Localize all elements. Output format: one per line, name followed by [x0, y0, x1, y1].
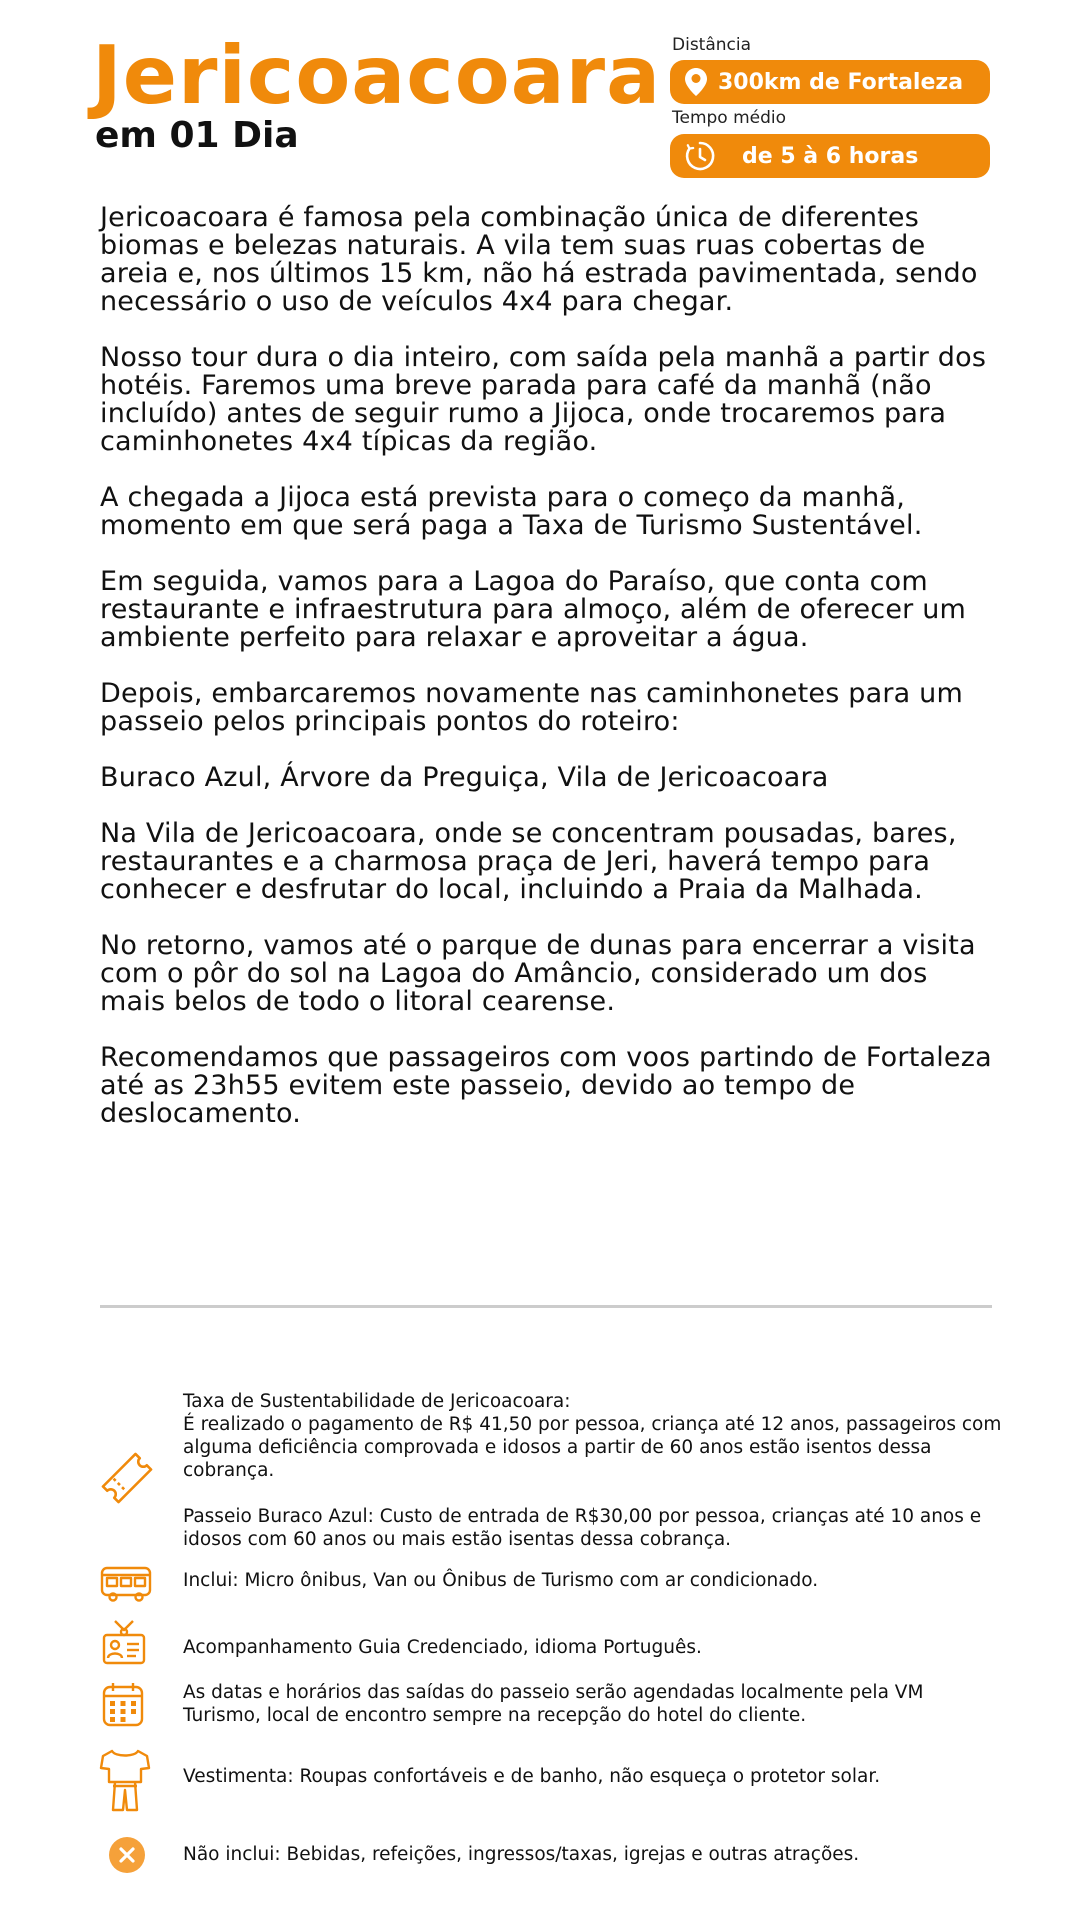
- not-included-note: Não inclui: Bebidas, refeições, ingressos/taxas, igrejas e outras atrações.: [183, 1844, 860, 1865]
- fee-title: Taxa de Sustentabilidade de Jericoacoara:: [183, 1391, 571, 1412]
- distance-value: 300km de Fortaleza: [718, 69, 964, 95]
- divider: [100, 1305, 992, 1308]
- distance-pill: [670, 60, 990, 104]
- paragraph: Em seguida, vamos para a Lagoa do Paraíso, que conta com restaurante e infraestrutura para almoço, além de oferecer um ambiente perfeito para relaxar e aproveitar a água.: [100, 566, 967, 653]
- x-circle-icon: [108, 1836, 146, 1874]
- location-pin-icon: [684, 67, 708, 97]
- page-title: Jericoacoara: [92, 29, 662, 122]
- buraco-text: Passeio Buraco Azul: Custo de entrada de R$30,00 por pessoa, crianças até 10 anos e idosos com 60 anos ou mais estão isentas dessa cobrança.: [183, 1506, 982, 1550]
- paragraph: No retorno, vamos até o parque de dunas para encerrar a visita com o pôr do sol na Lagoa do Amâncio, considerado um dos mais belos de todo o litoral cearense.: [100, 930, 976, 1017]
- clothes-icon: [99, 1748, 151, 1812]
- paragraph: A chegada a Jijoca está prevista para o começo da manhã, momento em que será paga a Taxa de Turismo Sustentável.: [100, 482, 923, 541]
- bus-icon: [99, 1565, 153, 1603]
- paragraph: Buraco Azul, Árvore da Preguiça, Vila de Jericoacoara: [100, 762, 829, 793]
- guide-note: Acompanhamento Guia Credenciado, idioma Português.: [183, 1637, 702, 1658]
- header: [0, 0, 1080, 185]
- paragraph: Jericoacoara é famosa pela combinação única de diferentes biomas e belezas naturais. A vila tem suas ruas cobertas de areia e, nos últimos 15 km, não há estrada pavimentada, sendo necessário o uso de veículos 4x4 para chegar.: [100, 202, 978, 317]
- badge-icon: [100, 1618, 148, 1666]
- clock-icon: [684, 140, 716, 172]
- ticket-icon: [96, 1447, 158, 1509]
- fees-note: [183, 1390, 1003, 1551]
- schedule-note: As datas e horários das saídas do passeio serão agendadas localmente pela VM Turismo, local de encontro sempre na recepção do hotel do cliente.: [183, 1682, 924, 1726]
- paragraph: Nosso tour dura o dia inteiro, com saída pela manhã a partir dos hotéis. Faremos uma breve parada para café da manhã (não incluído) antes de seguir rumo a Jijoca, onde trocaremos para caminhonetes 4x4 típicas da região.: [100, 342, 987, 457]
- fee-text: É realizado o pagamento de R$ 41,50 por pessoa, criança até 12 anos, passageiros com alguma deficiência comprovada e idosos a partir de 60 anos estão isentos dessa cobrança.: [183, 1414, 1002, 1481]
- time-pill: [670, 134, 990, 178]
- paragraph: Depois, embarcaremos novamente nas caminhonetes para um passeio pelos principais pontos do roteiro:: [100, 678, 963, 737]
- description: [100, 204, 1000, 1156]
- time-value: de 5 à 6 horas: [742, 143, 919, 169]
- clothing-note: Vestimenta: Roupas confortáveis e de banho, não esqueça o protetor solar.: [183, 1766, 881, 1787]
- paragraph: Recomendamos que passageiros com voos partindo de Fortaleza até as 23h55 evitem este passeio, devido ao tempo de deslocamento.: [100, 1042, 992, 1129]
- page-subtitle: em 01 Dia: [95, 115, 299, 156]
- calendar-icon: [101, 1680, 145, 1728]
- paragraph: Na Vila de Jericoacoara, onde se concentram pousadas, bares, restaurantes e a charmosa praça de Jeri, haverá tempo para conhecer e desfrutar do local, incluindo a Praia da Malhada.: [100, 818, 957, 905]
- time-label: Tempo médio: [672, 108, 787, 128]
- distance-label: Distância: [672, 35, 752, 55]
- transport-note: Inclui: Micro ônibus, Van ou Ônibus de Turismo com ar condicionado.: [183, 1570, 819, 1591]
